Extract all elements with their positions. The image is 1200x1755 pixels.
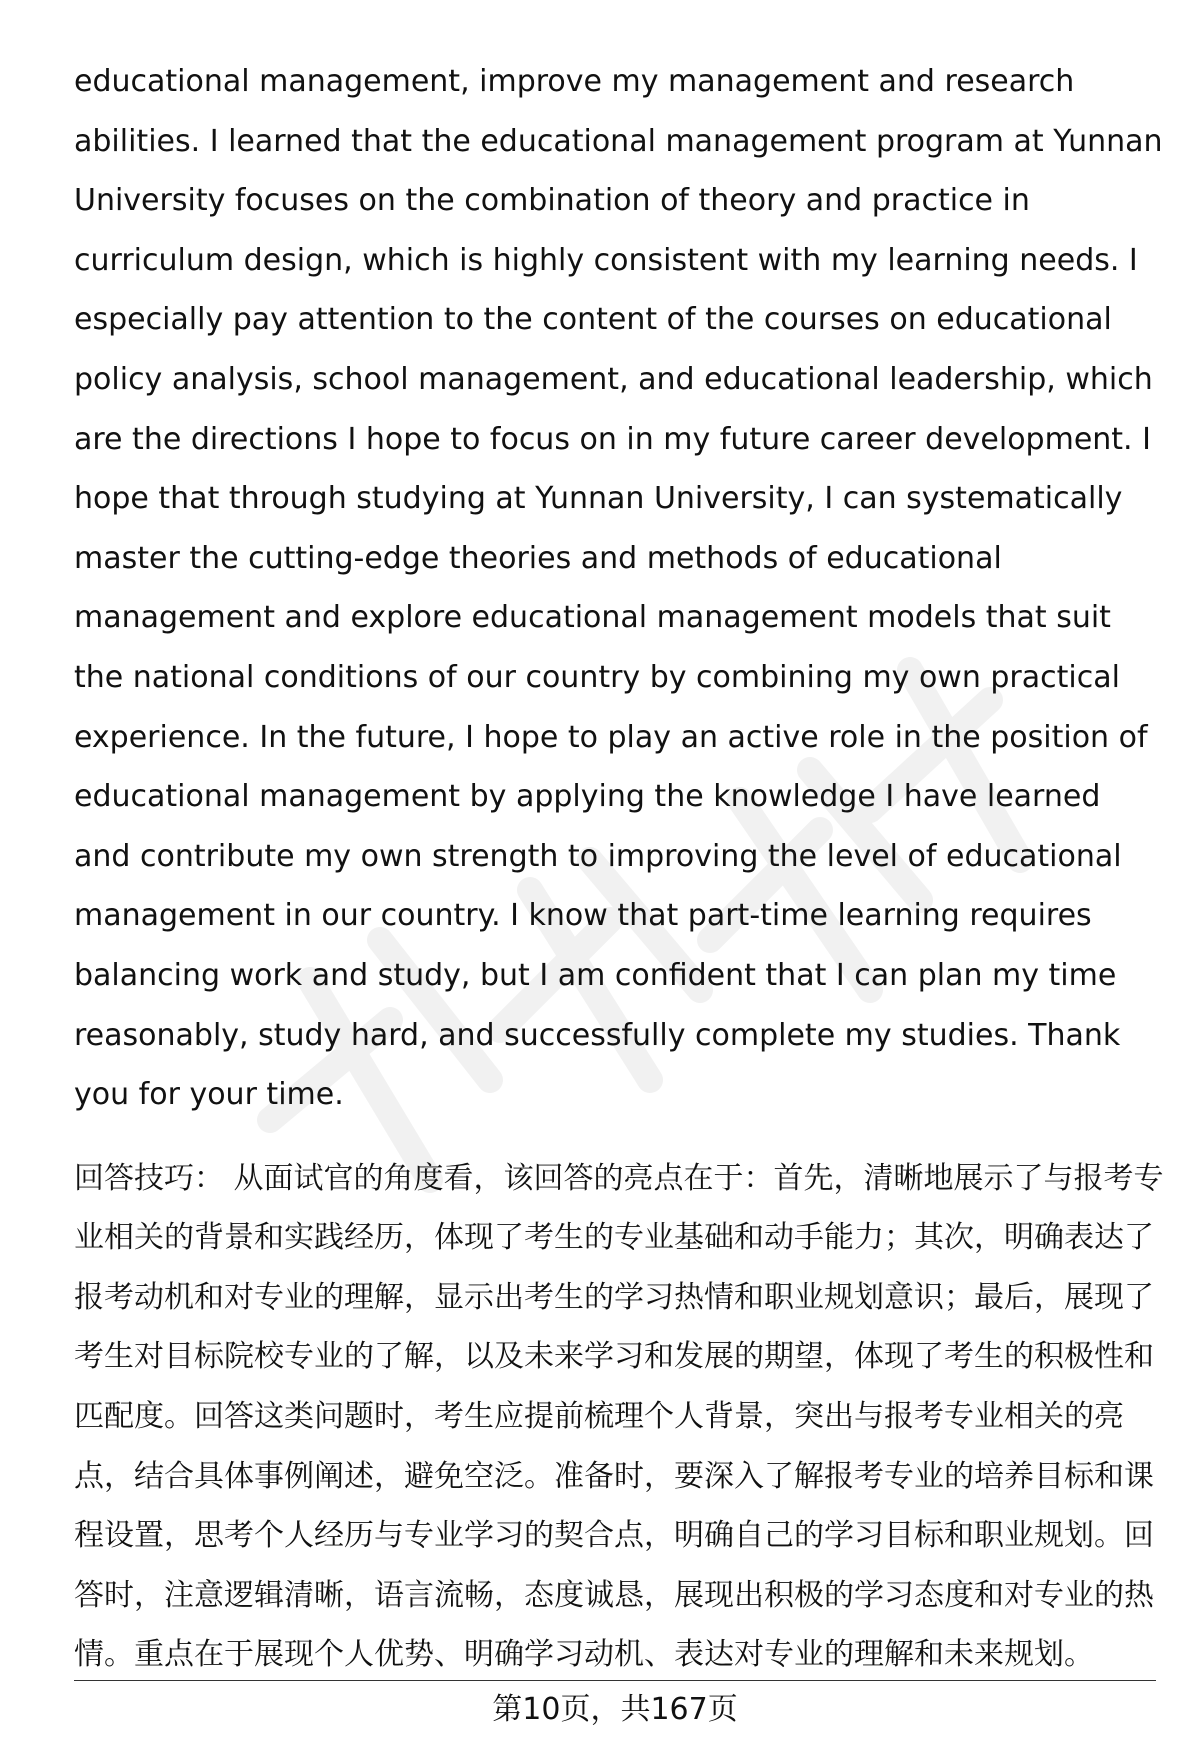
page-content [74,52,1164,1685]
footer-divider [74,1680,1156,1681]
answer-tips-paragraph: 回答技巧： 从面试官的角度看，该回答的亮点在于：首先，清晰地展示了与报考专业相关的背景和实践经历，体现了考生的专业基础和动手能力；其次，明确表达了报考动机和对专业的理解，显示出考生的学习热情和职业规划意识；最后，展现了考生对目标院校专业的了解，以及未来学习和发展的期望，体现了考生的积极性和匹配度。回答这类问题时，考生应提前梳理个人背景，突出与报考专业相关的亮点，结合具体事例阐述，避免空泛。准备时，要深入了解报考专业的培养目标和课程设置，思考个人经历与专业学习的契合点，明确自己的学习目标和职业规划。回答时，注意逻辑清晰，语言流畅，态度诚恳，展现出积极的学习态度和对专业的热情。重点在于展现个人优势、明确学习动机、表达对专业的理解和未来规划。 [74,1160,1164,1673]
page-number: 第10页，共167页 [492,1692,738,1727]
english-answer-paragraph: educational management, improve my management and research abilities. I learned that the educational management program at Yunnan University focuses on the combination of theory and practice in curriculum design, which is highly consistent with my learning needs. I especially pay attention to the content of the courses on educational policy analysis, school management, and educational leadership, which are the directions I hope to focus on in my future career development. I hope that through studying at Yunnan University, I can systematically master the cutting-edge theories and methods of educational management and explore educational management models that suit the national conditions of our country by combining my own practical experience. In the future, I hope to play an active role in the position of educational management by applying the knowledge I have learned and contribute my own strength to improving the level of educational management in our country. I know that part-time learning requires balancing work and study, but I am confident that I can plan my time reasonably, study hard, and successfully complete my studies. Thank you for your time. [74,64,1163,1113]
